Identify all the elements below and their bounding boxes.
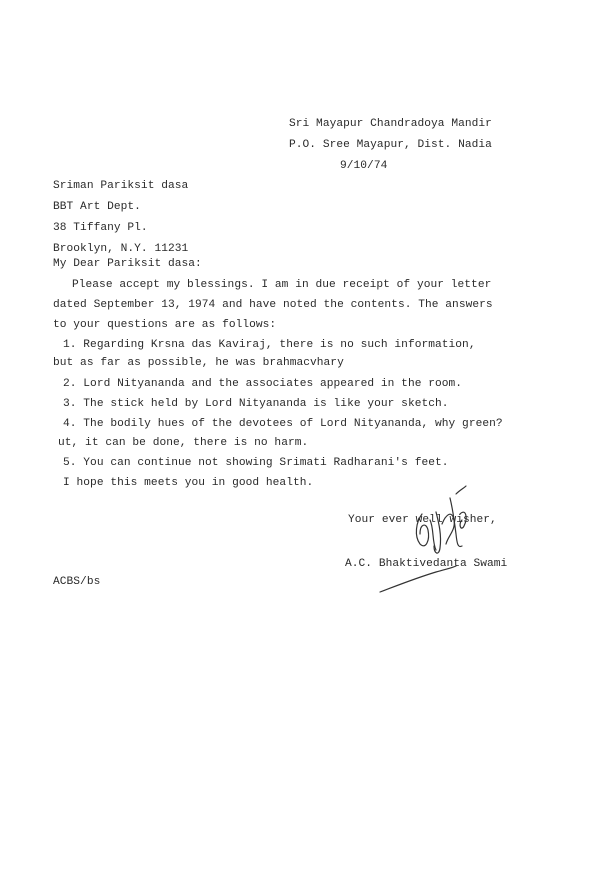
letter-date: 9/10/74 — [340, 160, 388, 172]
recipient-name: Sriman Pariksit dasa — [53, 180, 189, 192]
signatory-name: A.C. Bhaktivedanta Swami — [345, 558, 508, 570]
closing-line: I hope this meets you in good health. — [63, 477, 314, 489]
intro-line-3: to your questions are as follows: — [53, 319, 277, 331]
answer-item-2: 2. Lord Nityananda and the associates appeared in the room. — [63, 378, 463, 390]
typist-initials: ACBS/bs — [53, 576, 101, 588]
sender-address-line1: Sri Mayapur Chandradoya Mandir — [289, 118, 492, 130]
intro-line-1: Please accept my blessings. I am in due receipt of your letter — [72, 279, 492, 291]
intro-line-2: dated September 13, 1974 and have noted the contents. The answers — [53, 299, 493, 311]
salutation: My Dear Pariksit dasa: — [53, 258, 202, 270]
recipient-city: Brooklyn, N.Y. 11231 — [53, 243, 189, 255]
answer-item-4-line-1: 4. The bodily hues of the devotees of Lord Nityananda, why green? — [63, 418, 503, 430]
answer-item-1-line-2: but as far as possible, he was brahmacvhary — [53, 357, 344, 369]
answer-item-1-line-1: 1. Regarding Krsna das Kaviraj, there is no such information, — [63, 339, 476, 351]
sender-address-line2: P.O. Sree Mayapur, Dist. Nadia — [289, 139, 492, 151]
answer-item-5: 5. You can continue not showing Srimati Radharani's feet. — [63, 457, 449, 469]
recipient-dept: BBT Art Dept. — [53, 201, 141, 213]
answer-item-3: 3. The stick held by Lord Nityananda is like your sketch. — [63, 398, 449, 410]
answer-item-4-line-2: ut, it can be done, there is no harm. — [58, 437, 309, 449]
valediction: Your ever well wisher, — [348, 514, 497, 526]
recipient-street: 38 Tiffany Pl. — [53, 222, 148, 234]
handwritten-signature — [376, 484, 516, 604]
